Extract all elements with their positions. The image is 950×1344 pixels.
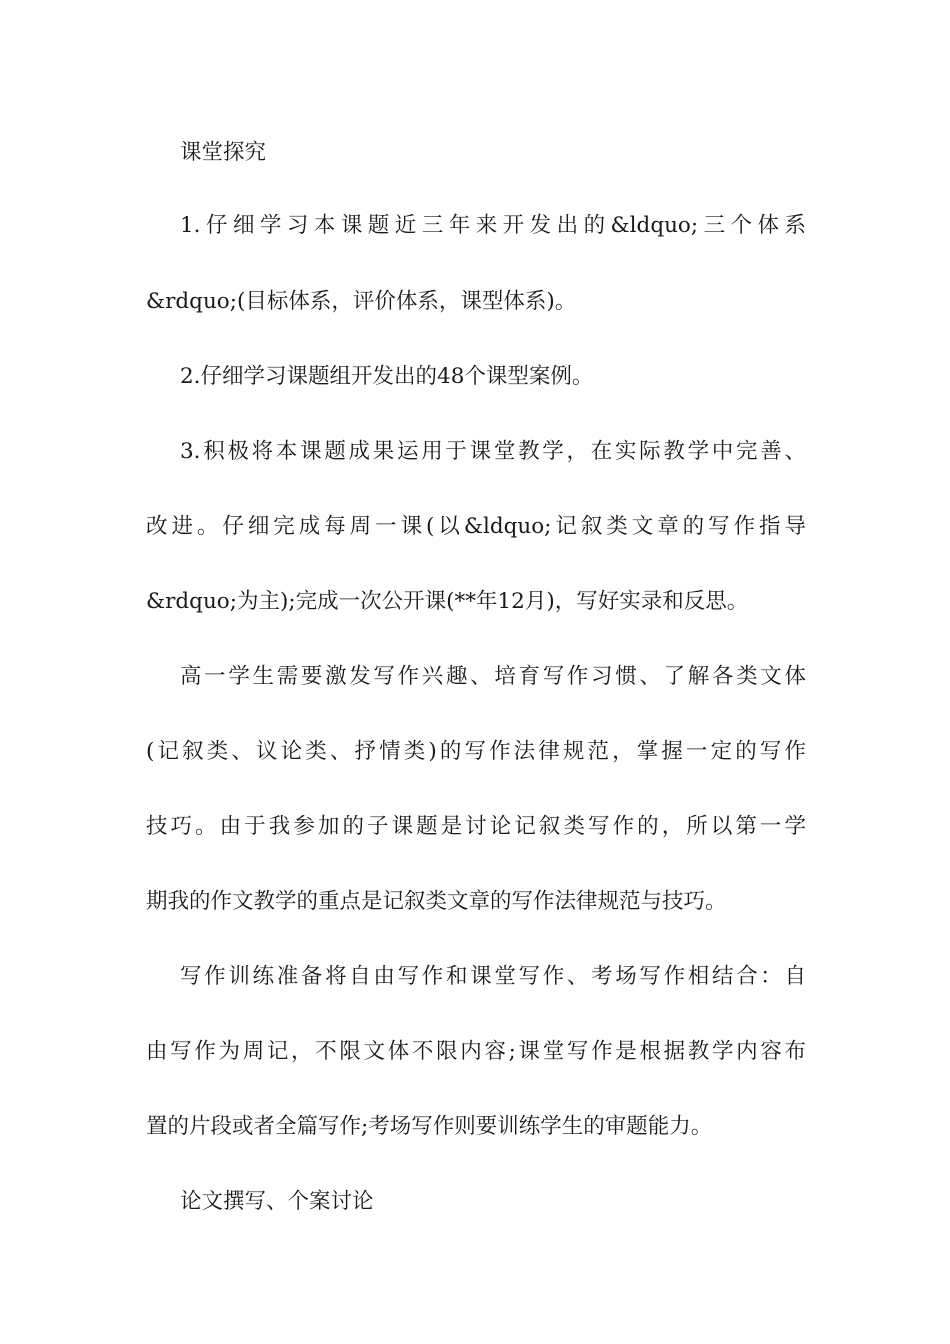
paragraph-line: (记叙类、议论类、抒情类)的写作法律规范，掌握一定的写作: [146, 739, 806, 764]
paragraph-line: 技巧。由于我参加的子课题是讨论记叙类写作的，所以第一学: [146, 814, 806, 839]
paragraph-line: 2.仔细学习课题组开发出的48个课型案例。: [180, 364, 594, 389]
section-heading-papers: 论文撰写、个案讨论: [180, 1189, 374, 1214]
section-heading-classroom: 课堂探究: [180, 140, 267, 165]
paragraph-line: &rdquo;(目标体系，评价体系，课型体系)。: [146, 289, 577, 314]
paragraph-line: 写作训练准备将自由写作和课堂写作、考场写作相结合：自: [180, 964, 806, 989]
paragraph-line: 3.积极将本课题成果运用于课堂教学，在实际教学中完善、: [180, 439, 806, 464]
paragraph-line: &rdquo;为主);完成一次公开课(**年12月)，写好实录和反思。: [146, 589, 749, 614]
paragraph-line: 期我的作文教学的重点是记叙类文章的写作法律规范与技巧。: [146, 889, 727, 914]
paragraph-line: 置的片段或者全篇写作;考场写作则要训练学生的审题能力。: [146, 1114, 713, 1139]
paragraph-line: 由写作为周记，不限文体不限内容;课堂写作是根据教学内容布: [146, 1039, 806, 1064]
paragraph-line: 1.仔细学习本课题近三年来开发出的&ldquo;三个体系: [180, 213, 806, 238]
paragraph-line: 高一学生需要激发写作兴趣、培育写作习惯、了解各类文体: [180, 664, 806, 689]
paragraph-line: 改进。仔细完成每周一课(以&ldquo;记叙类文章的写作指导: [146, 514, 806, 539]
